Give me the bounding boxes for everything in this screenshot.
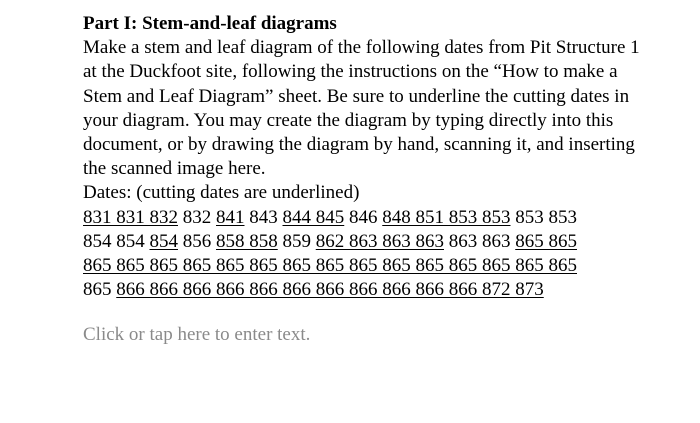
text-entry-placeholder[interactable]: Click or tap here to enter text. [83,324,311,346]
cutting-date-group: 862 863 863 863 [315,230,444,252]
date-group: 865 [83,279,117,301]
date-group: 863 863 [444,230,516,252]
cutting-date-group: 858 858 [216,230,278,252]
dates-label: Dates: (cutting dates are underlined) [83,182,360,204]
date-group: 854 854 [83,230,150,252]
dates-list [83,206,643,303]
date-group: 859 [277,230,316,252]
cutting-date-group: 866 866 866 866 866 866 866 866 866 866 866 872 873 [116,279,544,301]
instructions-paragraph: Make a stem and leaf diagram of the following dates from Pit Structure 1 at the Duckfoot site, following the instructions on the “How to make a Stem and Leaf Diagram” sheet. Be sure to underline the cutting dates in your diagram. You may create the diagram by typing directly into this document, or by drawing the diagram by hand, scanning it, and inserting the scanned image here. [83,37,640,180]
dates-line [83,278,643,302]
dates-line [83,206,643,230]
date-group: 843 [244,206,283,228]
dates-line [83,254,643,278]
cutting-date-group: 841 [216,206,245,228]
cutting-date-group: 844 845 [282,206,345,228]
date-group: 856 [178,230,216,252]
cutting-date-group: 854 [149,230,178,252]
cutting-date-group: 865 865 [515,230,577,252]
dates-line [83,230,643,254]
cutting-date-group: 865 865 865 865 865 865 865 865 865 865 865 865 865 865 865 [83,255,577,277]
cutting-date-group: 831 831 832 [83,206,178,228]
date-group: 846 [344,206,383,228]
cutting-date-group: 848 851 853 853 [382,206,511,228]
section-heading: Part I: Stem-and-leaf diagrams [83,13,337,34]
date-group: 832 [178,206,216,228]
date-group: 853 853 [510,206,577,228]
document-body [83,12,643,348]
